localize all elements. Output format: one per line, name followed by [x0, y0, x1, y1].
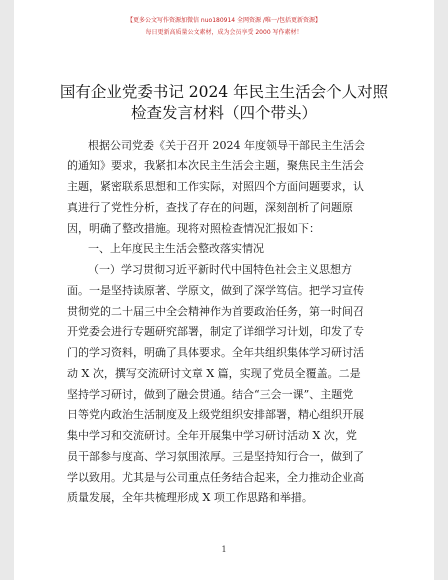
promo-banner-line-1: 【更多公文写作资源加微信 nuo180914 全网资源 /唯一/包括更新资源】 [127, 17, 321, 24]
body-line: 集中学习和交流研讨。全年开展集中学习研讨活动 X 次，党 [67, 429, 357, 442]
body-line: （一）学习贯彻习近平新时代中国特色社会主义思想方 [88, 263, 352, 276]
page-number: 1 [221, 545, 227, 554]
body-line: 门的学习资料，明确了具体要求。全年共组织集体学习研讨活 [67, 346, 364, 359]
body-line: 面。一是坚持读原著、学原文，做到了深学笃信。把学习宣传 [67, 284, 364, 297]
body-line: 坚持学习研讨，做到了融会贯通。结合“三会一课”、主题党 [67, 388, 354, 401]
body-line: 学以致用。尤其是与公司重点任务结合起来，全力推动企业高 [67, 471, 364, 484]
document-page [14, 0, 434, 580]
body-line: 员干部参与度高、学习氛围浓厚。三是坚持知行合一，做到了 [67, 450, 364, 463]
section-heading: 一、上年度民主生活会整改落实情况 [88, 242, 264, 255]
body-line: 质量发展，全年共梳理形成 X 项工作思路和举措。 [67, 491, 313, 504]
intro-line: 根据公司党委《关于召开 2024 年度领导干部民主生活会 [88, 139, 365, 152]
body-line: 动 X 次，撰写交流研讨文章 X 篇，实现了党员全覆盖。二是 [67, 367, 361, 380]
body-line: 贯彻党的二十届三中全会精神作为首要政治任务，第一时间召 [67, 305, 364, 318]
document-title-line-2: 检查发言材料（四个带头） [130, 104, 317, 122]
body-line: 开党委会进行专题研究部署，制定了详细学习计划，印发了专 [67, 325, 364, 338]
intro-line: 主题，紧密联系思想和工作实际，对照四个方面问题要求，认 [67, 180, 364, 193]
document-title-line-1: 国有企业党委书记 2024 年民主生活会个人对照 [59, 83, 389, 101]
promo-banner-line-2: 每日更新高质量公文素材，成为会员享受 2000 写作素材！ [145, 29, 303, 36]
intro-line: 的通知》要求，我紧扣本次民主生活会主题，聚焦民主生活会 [67, 159, 364, 172]
body-line: 日等党内政治生活制度及上级党组织安排部署，精心组织开展 [67, 408, 364, 421]
intro-line: 真进行了党性分析，查找了存在的问题，深刻剖析了问题原 [67, 201, 353, 214]
intro-line: 因，明确了整改措施。现将对照检查情况汇报如下： [67, 222, 320, 235]
